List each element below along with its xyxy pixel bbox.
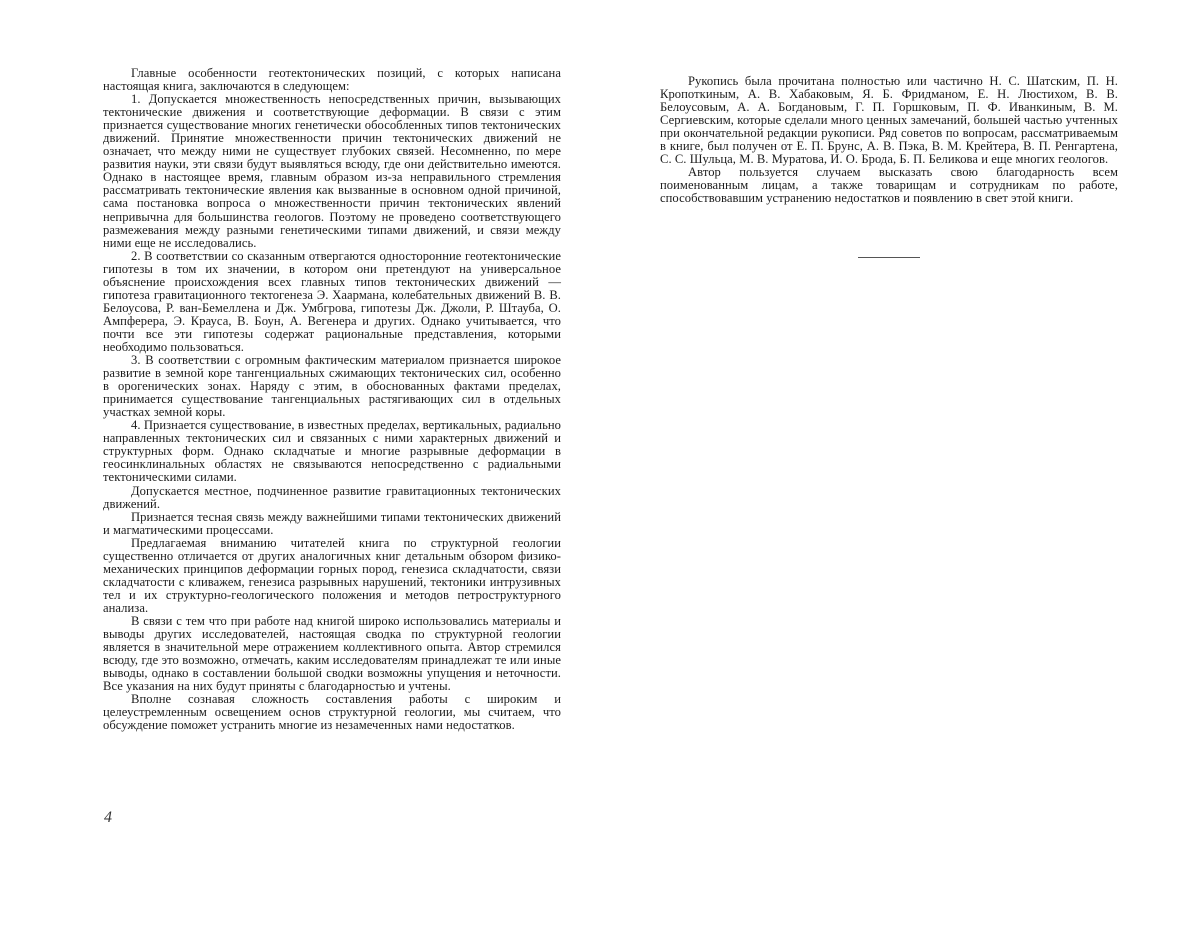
book-overview-paragraph: Предлагаемая вниманию читателей книга по структурной геологии существенно отличается от других аналогичных книг детальным обзором физико-механических принципов деформации горных пород, генезиса складчатости, связи складчатости с кливажем, генезиса разрывных нарушений, тектоники интрузивных тел и их структурно-геологического положения и методов петроструктурного анализа. <box>103 535 561 615</box>
position-1-paragraph: 1. Допускается множественность непосредственных причин, вызывающих тектонические движения и соответствующие деформации. В связи с этим признается существование многих генетически обособленных типов тектонических движений. Принятие множественности причин тектонических движений не означает, что между ними не существует глубоких связей. Несомненно, по мере развития науки, эти связи будут выявляться всюду, где они действительно имеются. Однако в настоящее время, главным образом из-за неправильного стремления рассматривать тектонические явления как вызванные в основном одной причиной, сама постановка вопроса о множественности причин тектонических явлений непривычна для большинства геологов. Поэтому не проведено соответствующего размежевания между разными генетическими типами движений, и связи между ними еще не исследовались. <box>103 92 561 250</box>
right-page <box>600 0 1200 935</box>
acknowledgment-paragraph: Автор пользуется случаем высказать свою благодарность всем поименованным лицам, а также товарищам и сотрудникам по работе, способствовавшим устранению недостатков и появлению в свет этой книги. <box>660 165 1118 206</box>
left-page-text <box>103 67 561 732</box>
intro-paragraph: Главные особенности геотектонических позиций, с которых написана настоящая книга, заключаются в следующем: <box>103 66 561 94</box>
page-number: 4 <box>104 809 112 826</box>
reviewers-paragraph: Рукопись была прочитана полностью или частично Н. С. Шатским, П. Н. Кропоткиным, А. В. Хабаковым, Я. Б. Фридманом, Е. Н. Люстихом, В. В. Белоусовым, А. А. Богдановым, Г. П. Горшковым, П. Ф. Иванкиным, В. М. Сергиевским, которые сделали много ценных замечаний, большей частью учтенных при окончательной редакции рукописи. Ряд советов по вопросам, рассматриваемым в книге, был получен от Е. П. Брунс, А. В. Пэка, В. М. Крейтера, В. П. Ренгартена, С. С. Шульца, М. В. Муратова, И. О. Брода, Б. П. Беликова и еще многих геологов. <box>660 74 1118 167</box>
closing-paragraph: Вполне сознавая сложность составления работы с широким и целеустремленным освещением основ структурной геологии, мы считаем, что обсуждение поможет устранить многие из незамеченных нами недостатков. <box>103 692 561 733</box>
collective-experience-paragraph: В связи с тем что при работе над книгой широко использовались материалы и выводы других исследователей, настоящая сводка по структурной геологии является в значительной мере отражением коллективного опыта. Автор стремился всюду, где это возможно, отмечать, каким исследователям принадлежат те или иные выводы, однако в составлении большой сводки возможны упущения и неточности. Все указания на них будут приняты с благодарностью и учтены. <box>103 613 561 694</box>
position-3-paragraph: 3. В соответствии с огромным фактическим материалом признается широкое развитие в земной коре тангенциальных сжимающих тектонических сил, особенно в орогенических зонах. Наряду с этим, в обоснованных фактами пределах, принимается существование тангенциальных растягивающих сил в отдельных участках земной коры. <box>103 353 561 420</box>
right-page-text <box>660 75 1118 205</box>
section-divider <box>858 257 920 258</box>
position-4-paragraph: 4. Признается существование, в известных пределах, вертикальных, радиально направленных тектонических сил и связанных с ними характерных движений и структурных форм. Однако складчатые и многие разрывные деформации в геосинклинальных областях не связываются непосредственно с радиальными тектоническими силами. <box>103 418 561 485</box>
magmatic-link-paragraph: Признается тесная связь между важнейшими типами тектонических движений и магматическими процессами. <box>103 509 561 537</box>
gravitational-movements-paragraph: Допускается местное, подчиненное развитие гравитационных тектонических движений. <box>103 483 561 511</box>
position-2-paragraph: 2. В соответствии со сказанным отвергаются односторонние геотектонические гипотезы в том их значении, в котором они претендуют на универсальное объяснение происхождения всех главных типов тектонических движений — гипотеза гравитационного тектогенеза Э. Хаармана, колебательных движений В. В. Белоусова, Р. ван-Бемеллена и Дж. Умбгрова, гипотезы Дж. Джоли, Р. Штауба, О. Ампферера, Э. Крауса, В. Боун, А. Вегенера и других. Однако учитывается, что почти все эти гипотезы содержат рациональные представления, которыми необходимо пользоваться. <box>103 248 561 354</box>
